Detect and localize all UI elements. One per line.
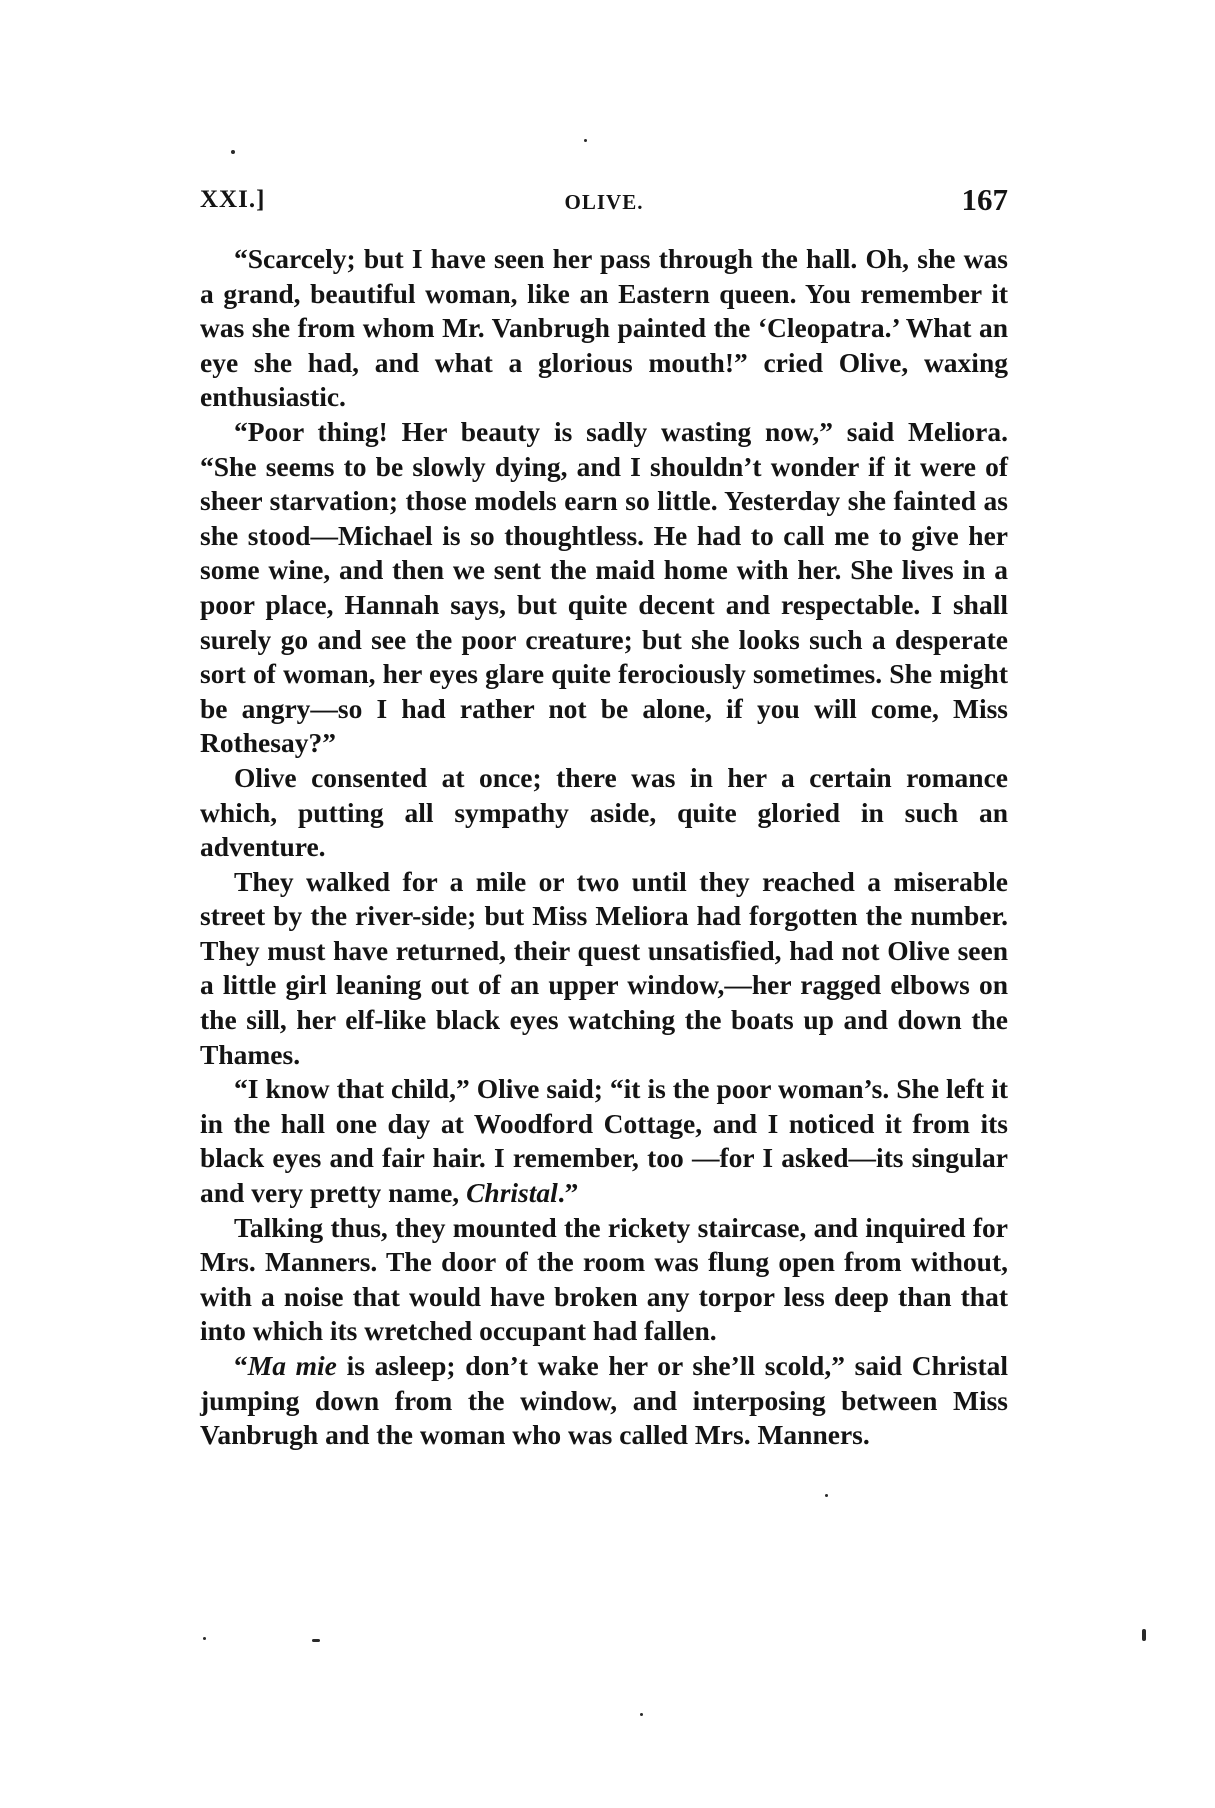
- body-text: [200, 242, 1008, 1453]
- paragraph: [200, 865, 1008, 1073]
- scan-speck: [584, 139, 587, 142]
- text-run: .”: [557, 1177, 579, 1209]
- running-title: OLIVE.: [564, 190, 644, 214]
- scan-speck: [825, 1494, 828, 1497]
- text-run: Talking thus, they mounted the rickety staircase, and inquired for Mrs. Manners. The door of the room was flung open from without, with a noise that would have broken any torpor less deep than that into which its wretched occupant had fallen.: [200, 1211, 1008, 1347]
- scan-speck: [640, 1713, 643, 1716]
- paragraph: [200, 1211, 1008, 1349]
- scan-speck: [312, 1639, 320, 1642]
- text-run: Olive consented at once; there was in her a certain romance which, putting all sympathy aside, quite gloried in such an adventure.: [200, 761, 1008, 863]
- paragraph: [200, 415, 1008, 761]
- italic-name: Christal: [466, 1177, 558, 1209]
- text-run: “Scarcely; but I have seen her pass through the hall. Oh, she was a grand, beautiful woman, like an Eastern queen. You remember it was she from whom Mr. Vanbrugh painted the ‘Cleopatra.’ What an eye she had, and what a glorious mouth!” cried Olive, waxing enthusiastic.: [200, 243, 1008, 413]
- scan-speck: [231, 150, 235, 154]
- text-run: “I know that child,” Olive said; “it is the poor woman’s. She left it in the hall one day at Woodford Cottage, and I noticed it from its black eyes and fair hair. I remember, too —for I asked—its singular and very pretty name,: [200, 1073, 1008, 1209]
- paragraph: [200, 242, 1008, 415]
- text-run: is asleep; don’t wake her or she’ll scold,” said Christal jumping down from the window, and interposing between Miss Vanbrugh and the woman who was called Mrs. Manners.: [200, 1350, 1008, 1451]
- text-run: They walked for a mile or two until they reached a miserable street by the river-side; but Miss Meliora had forgotten the number. They must have returned, their quest unsatisfied, had not Olive seen a little girl leaning out of an upper window,—her ragged elbows on the sill, her elf-like black eyes watching the boats up and down the Thames.: [200, 865, 1008, 1070]
- paragraph: [200, 1072, 1008, 1210]
- scan-speck: [203, 1637, 206, 1640]
- running-header: [200, 182, 1008, 222]
- text-run: “Poor thing! Her beauty is sadly wasting now,” said Meliora. “She seems to be slowly dying, and I shouldn’t wonder if it were of sheer starvation; those models earn so little. Yesterday she fainted as she stood—Michael is so thoughtless. He had to call me to give her some wine, and then we sent the maid home with her. She lives in a poor place, Hannah says, but quite decent and respectable. I shall surely go and see the poor creature; but she looks such a desperate sort of woman, her eyes glare quite ferociously sometimes. She might be angry—so I had rather not be alone, if you will come, Miss Rothesay?”: [200, 415, 1008, 759]
- paragraph: [200, 1349, 1008, 1453]
- chapter-marker: XXI.]: [200, 186, 266, 213]
- text-run: “: [234, 1350, 248, 1381]
- page-number: 167: [961, 182, 1008, 217]
- paragraph: [200, 761, 1008, 865]
- italic-phrase: Ma mie: [247, 1350, 337, 1381]
- scan-speck: [1142, 1629, 1146, 1641]
